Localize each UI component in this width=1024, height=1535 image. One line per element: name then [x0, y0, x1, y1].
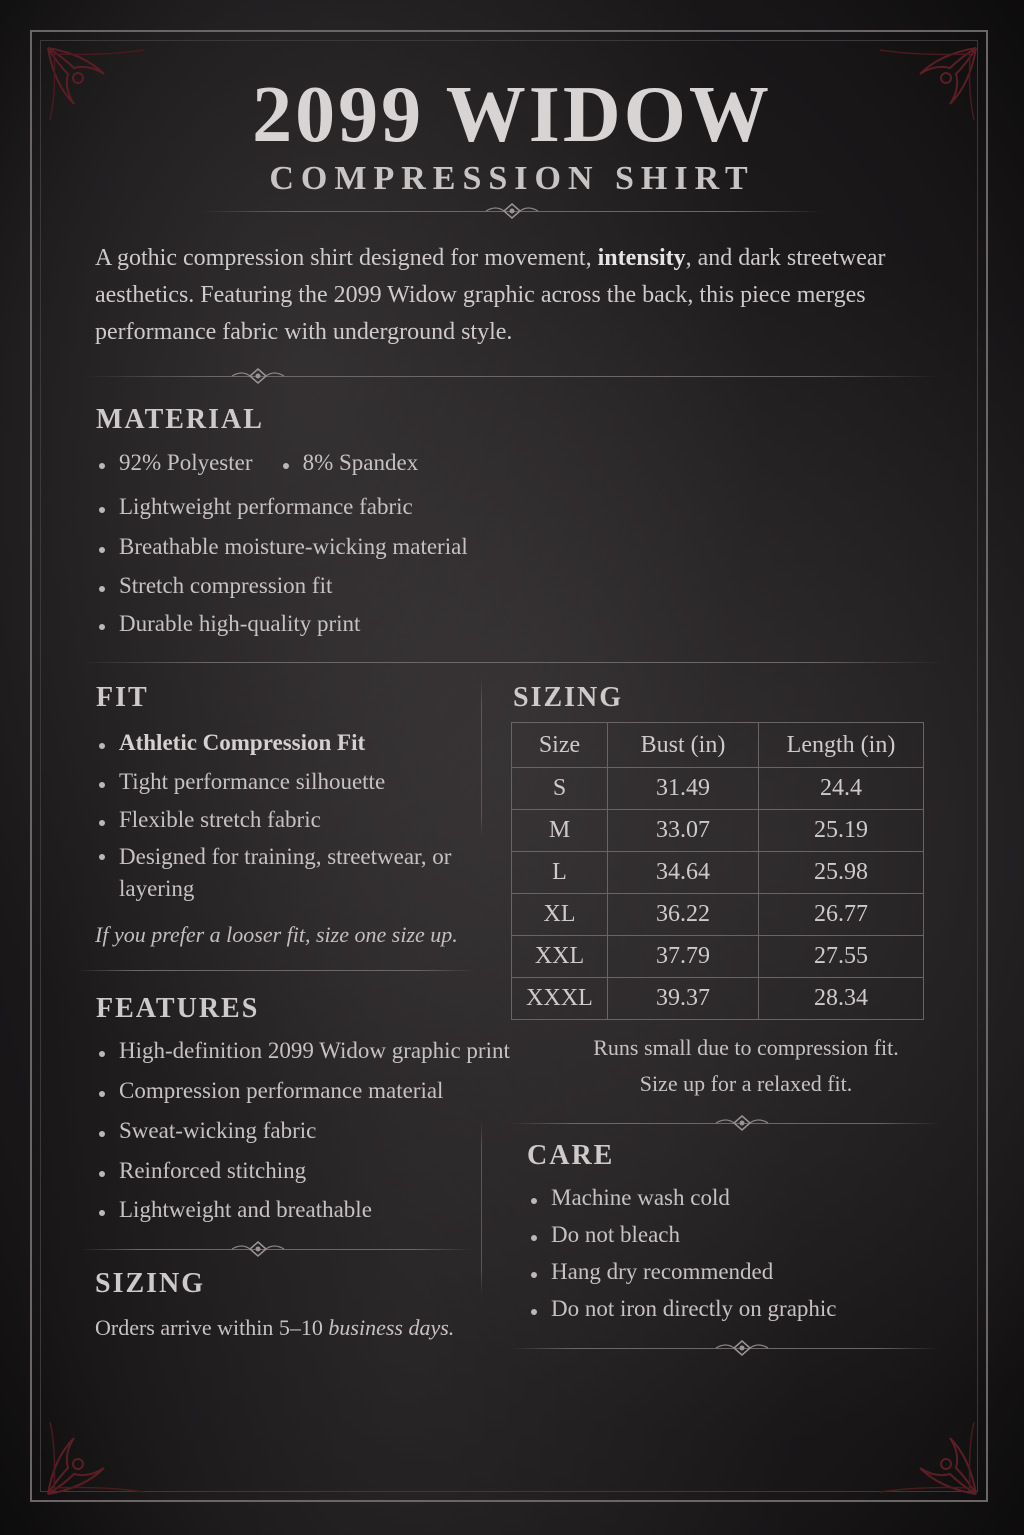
care-list — [528, 1185, 938, 1322]
fit-list — [96, 730, 486, 905]
product-description: A gothic compression shirt designed for movement, intensity, and dark streetwear aesthetics. Featuring the 2099 Widow graphic across the back, this piece merges performance fabric with underground style. — [95, 245, 886, 345]
list-item: Do not iron directly on graphic — [528, 1296, 938, 1322]
features-heading: FEATURES — [96, 993, 260, 1024]
table-row — [512, 894, 924, 936]
divider-ornament-icon — [228, 1239, 288, 1259]
page-title: 2099 WIDOW — [252, 71, 772, 159]
column-header: Size — [512, 723, 608, 768]
list-item: Flexible stretch fabric — [96, 807, 486, 845]
table-cell: 24.4 — [759, 768, 924, 810]
column-header: Length (in) — [759, 723, 924, 768]
list-item: Tight performance silhouette — [96, 769, 486, 807]
table-cell: XXXL — [512, 978, 608, 1020]
table-cell: M — [512, 810, 608, 852]
list-item: Stretch compression fit — [96, 573, 896, 611]
sizing-note — [560, 1030, 932, 1102]
size-chart-table — [511, 722, 924, 1020]
fit-heading: FIT — [96, 682, 149, 713]
table-cell: 37.79 — [608, 936, 759, 978]
divider-ornament-icon — [712, 1113, 772, 1133]
column-header: Bust (in) — [608, 723, 759, 768]
list-item: 92% Polyester — [96, 450, 253, 476]
fit-note: If you prefer a looser fit, size one size up. — [95, 922, 458, 947]
material-composition — [96, 450, 896, 476]
table-cell: XL — [512, 894, 608, 936]
list-item: High-definition 2099 Widow graphic print — [96, 1038, 566, 1078]
table-cell: 27.55 — [759, 936, 924, 978]
table-cell: 36.22 — [608, 894, 759, 936]
material-heading: MATERIAL — [96, 404, 264, 435]
corner-flourish-icon — [44, 1418, 154, 1498]
care-heading: CARE — [527, 1140, 615, 1171]
divider-ornament-icon — [712, 1338, 772, 1358]
shipping-heading: SIZING — [95, 1268, 206, 1299]
table-cell: 31.49 — [608, 768, 759, 810]
material-list — [96, 494, 896, 637]
section-divider — [80, 662, 942, 663]
emphasis-text: intensity — [597, 245, 686, 271]
list-item: 8% Spandex — [280, 450, 419, 476]
page-subtitle: COMPRESSION SHIRT — [269, 160, 755, 197]
list-item: Machine wash cold — [528, 1185, 938, 1222]
list-item: Sweat-wicking fabric — [96, 1118, 566, 1158]
table-cell: 25.19 — [759, 810, 924, 852]
table-row — [512, 768, 924, 810]
table-cell: S — [512, 768, 608, 810]
table-header-row — [512, 723, 924, 768]
divider-ornament-icon — [228, 366, 288, 386]
list-item: Lightweight and breathable — [96, 1197, 566, 1223]
section-divider — [76, 970, 476, 971]
table-cell: L — [512, 852, 608, 894]
column-divider — [481, 1120, 482, 1295]
shipping-text: Orders arrive within 5–10 business days. — [95, 1315, 455, 1340]
table-cell: 39.37 — [608, 978, 759, 1020]
table-cell: 34.64 — [608, 852, 759, 894]
table-row — [512, 978, 924, 1020]
list-item: Designed for training, streetwear, or layering — [96, 841, 486, 905]
table-cell: 33.07 — [608, 810, 759, 852]
sizing-note-line: Runs small due to compression fit. — [593, 1035, 899, 1060]
section-divider — [85, 376, 940, 377]
list-item: Athletic Compression Fit — [96, 730, 486, 769]
features-list — [96, 1038, 566, 1223]
table-cell: 28.34 — [759, 978, 924, 1020]
list-item: Compression performance material — [96, 1078, 566, 1118]
table-row — [512, 810, 924, 852]
table-cell: 26.77 — [759, 894, 924, 936]
table-row — [512, 852, 924, 894]
list-item: Breathable moisture-wicking material — [96, 534, 896, 573]
table-cell: XXL — [512, 936, 608, 978]
list-item: Hang dry recommended — [528, 1259, 938, 1296]
list-item: Lightweight performance fabric — [96, 494, 896, 534]
list-item: Do not bleach — [528, 1222, 938, 1259]
corner-flourish-icon — [870, 1418, 980, 1498]
sizing-heading: SIZING — [513, 682, 624, 713]
list-item: Durable high-quality print — [96, 611, 896, 637]
table-cell: 25.98 — [759, 852, 924, 894]
column-divider — [481, 678, 482, 838]
table-row — [512, 936, 924, 978]
divider-ornament-icon — [482, 201, 542, 221]
sizing-note-line: Size up for a relaxed fit. — [639, 1071, 853, 1096]
list-item: Reinforced stitching — [96, 1158, 566, 1197]
